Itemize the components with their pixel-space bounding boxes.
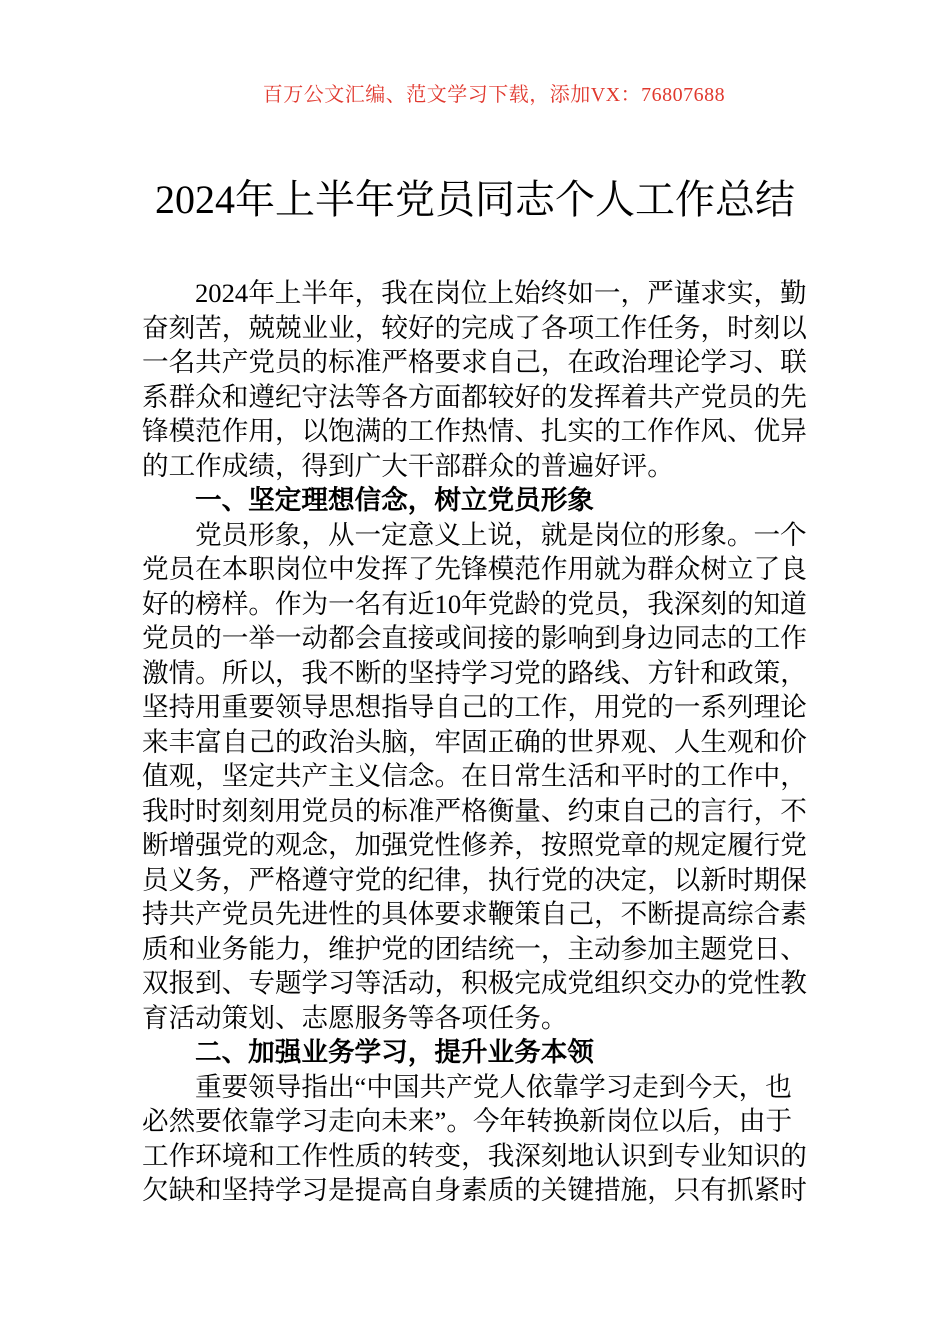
text-line: 锋模范作用，以饱满的工作热情、扎实的工作作风、优异 — [142, 416, 807, 446]
body-paragraph — [142, 518, 812, 1036]
text-line: 来丰富自己的政治头脑，牢固正确的世界观、人生观和价 — [142, 726, 807, 757]
text-line: 欠缺和坚持学习是提高自身素质的关键措施，只有抓紧时 — [142, 1175, 807, 1205]
text-line: 持共产党员先进性的具体要求鞭策自己，不断提高综合素 — [142, 899, 807, 929]
text-line: 工作环境和工作性质的转变，我深刻地认识到专业知识的 — [142, 1140, 807, 1171]
document-body — [142, 276, 812, 1208]
text-line: 值观，坚定共产主义信念。在日常生活和平时的工作中， — [142, 761, 807, 791]
text-line: 好的榜样。作为一名有近10年党龄的党员，我深刻的知道 — [142, 588, 807, 619]
text-line: 二、加强业务学习，提升业务本领 — [195, 1037, 594, 1067]
body-paragraph — [142, 276, 812, 483]
text-line: 奋刻苦，兢兢业业，较好的完成了各项工作任务，时刻以 — [142, 312, 807, 343]
text-line: 我时时刻刻用党员的标准严格衡量、约束自己的言行，不 — [142, 795, 807, 826]
text-line: 党员形象，从一定意义上说，就是岗位的形象。一个 — [195, 519, 807, 550]
text-line: 党员在本职岗位中发挥了先锋模范作用就为群众树立了良 — [142, 554, 807, 584]
text-line: 2024年上半年，我在岗位上始终如一，严谨求实，勤 — [195, 278, 807, 308]
text-line: 党员的一举一动都会直接或间接的影响到身边同志的工作 — [142, 623, 807, 653]
text-line: 断增强党的观念，加强党性修养，按照党章的规定履行党 — [142, 830, 807, 860]
text-line: 质和业务能力，维护党的团结统一，主动参加主题党日、 — [142, 933, 807, 964]
text-line: 系群众和遵纪守法等各方面都较好的发挥着共产党员的先 — [142, 381, 807, 412]
body-paragraph — [142, 1070, 812, 1208]
text-line: 必然要依靠学习走向未来”。今年转换新岗位以后，由于 — [142, 1106, 793, 1136]
text-line: 双报到、专题学习等活动，积极完成党组织交办的党性教 — [142, 968, 807, 998]
text-line: 员义务，严格遵守党的纪律，执行党的决定，以新时期保 — [142, 864, 807, 895]
document-title: 2024年上半年党员同志个人工作总结 — [155, 177, 795, 222]
promo-banner-text: 百万公文汇编、范文学习下载，添加VX：76807688 — [262, 84, 726, 106]
text-line: 激情。所以，我不断的坚持学习党的路线、方针和政策， — [142, 657, 807, 688]
text-line: 重要领导指出“中国共产党人依靠学习走到今天，也 — [195, 1071, 792, 1102]
section-heading — [142, 1035, 812, 1070]
text-line: 一名共产党员的标准严格要求自己，在政治理论学习、联 — [142, 347, 807, 377]
text-line: 育活动策划、志愿服务等各项任务。 — [142, 1002, 568, 1033]
text-line: 的工作成绩，得到广大干部群众的普遍好评。 — [142, 450, 674, 481]
text-line: 坚持用重要领导思想指导自己的工作，用党的一系列理论 — [142, 692, 807, 722]
text-line: 一、坚定理想信念，树立党员形象 — [195, 485, 594, 515]
section-heading — [142, 483, 812, 518]
